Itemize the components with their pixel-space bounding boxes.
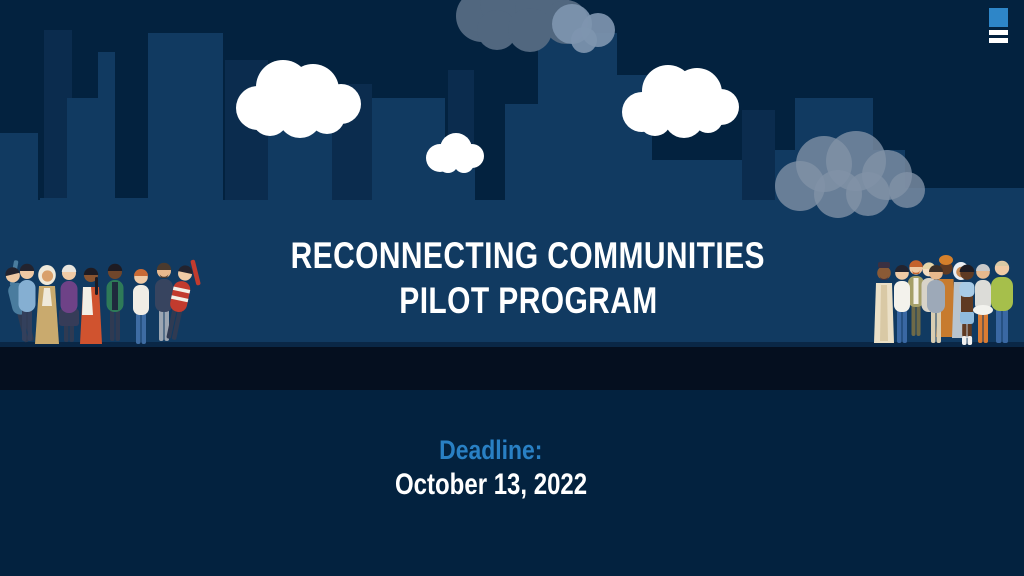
brand-logo xyxy=(989,8,1008,43)
title-line-2: PILOT PROGRAM xyxy=(398,280,658,321)
logo-bar-icon xyxy=(989,30,1008,35)
logo-bar-icon xyxy=(989,38,1008,43)
gray-cloud-top-icon xyxy=(456,0,615,53)
deadline-label: Deadline: xyxy=(439,435,543,465)
logo-square-icon xyxy=(989,8,1008,27)
slide-title xyxy=(16,233,1024,323)
title-line-1: RECONNECTING COMMUNITIES xyxy=(290,235,766,276)
deadline-date: October 13, 2022 xyxy=(394,468,588,501)
road-band xyxy=(0,342,1024,390)
deadline-block xyxy=(0,434,982,503)
